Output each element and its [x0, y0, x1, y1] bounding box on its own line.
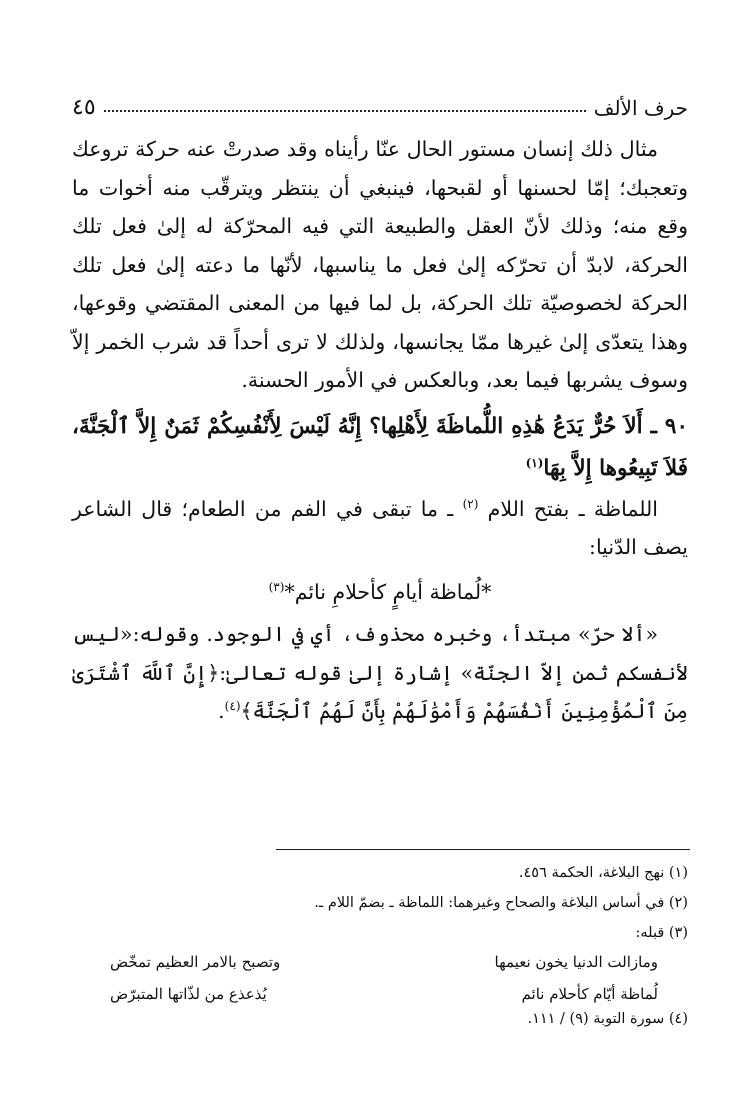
paragraph-3-text: «ألا حرّ» مبتدأ، وخبره محذوف، أي في الوجود. وقوله:«ليس لأنفسكم ثمن إلاّ الجنّة» إشارة إلىٰ قوله تعالىٰ:﴿إِنَّ ٱللَّهَ ٱشْتَرَىٰ مِنَ ٱلْمُؤْمِنِينَ أَنْفُسَهُمْ وَأَمْوَٰلَهُمْ بِأَنَّ لَهُمُ ٱلْجَنَّةَ﴾: [72, 622, 688, 723]
entry-heading: [72, 406, 688, 490]
page-header: [72, 86, 688, 120]
poem-line-1: [110, 946, 658, 978]
footnote-4-block: [72, 1004, 688, 1034]
entry-heading-text: ٩٠ ـ أَلاَ حُرٌّ يَدَعُ هَٰذِهِ اللُّماظَةَ لِأَهْلِها؟ إِنَّهُ لَيْسَ لِأَنْفُسِكُمْ ثَمَنٌ إِلاَّ ٱلْجَنَّةَ، فَلاَ تَبِيعُوها إِلاَّ بِهَا: [72, 413, 688, 481]
poem-hemistich-1b: وتصبح بالامر العظيم تمخّض: [110, 953, 281, 971]
footnote-2: (٢) في أساس البلاغة والصحاح وغيرهما: اللماظة ـ بضمّ اللام ـ.: [314, 895, 688, 911]
footnote-ref-3: (٣): [268, 579, 285, 594]
paragraph-2: [72, 490, 688, 567]
footnote-3: (٣) قبله:: [635, 925, 688, 941]
running-title: حرف الألف: [593, 96, 688, 120]
footnote-separator: [276, 849, 690, 850]
footnote-1: (١) نهج البلاغة، الحكمة ٤٥٦.: [518, 865, 688, 881]
paragraph-3: [72, 615, 688, 731]
footnote-4: (٤) سورة التوبة (٩) / ١١١.: [527, 1011, 688, 1027]
dotted-leader: [104, 110, 586, 112]
footnote-ref-2: (٢): [462, 496, 479, 511]
paragraph-2-text-b: ـ ما تبقى في الفم من الطعام؛ قال الشاعر يصف الدّنيا:: [72, 496, 688, 559]
footnote-ref-1: (١): [525, 455, 544, 470]
poem-hemistich-1a: ومازالت الدنيا يخون نعيمها: [494, 953, 658, 971]
poem-hemistich-2b: يُذعذع من لذّاتها المتبرّض: [110, 985, 267, 1003]
paragraph-2-text-a: اللماظة ـ بفتح اللام: [478, 496, 658, 521]
poem-hemistich-2a: لُماظة أيّام كأحلام نائم: [521, 985, 658, 1003]
paragraph-3-end: .: [218, 699, 225, 723]
quoted-verse: [72, 573, 688, 612]
main-text: [72, 130, 688, 731]
quoted-verse-text: *لُماظة أيامٍ كأحلامِ نائم*: [284, 579, 492, 604]
footnote-ref-4: (٤): [224, 699, 241, 714]
footnotes: [72, 858, 688, 948]
footnote-poem: [110, 946, 658, 1010]
page-number: ٤٥: [72, 95, 96, 120]
paragraph-1: مثال ذلك إنسان مستور الحال عنّا رأيناه وقد صدرتْ عنه حركة تروعك وتعجبك؛ إمّا لحسنها أو لقبحها، فينبغي أن ينتظر ويترقّب منه أخوات ما وقع منه؛ وذلك لأنّ العقل والطبيعة التي فيه المحرّكة له إلىٰ فعل تلك الحركة، لابدّ أن تحرّكه إلىٰ فعل ما يناسبها، لأنّها ما دعته إلىٰ فعل تلك الحركة لخصوصيّة تلك الحركة، بل لما فيها من المعنى المقتضي وقوعها، وهذا يتعدّى إلىٰ غيرها ممّا يجانسها، ولذلك لا ترى أحداً قد شرب الخمر إلاّ وسوف يشربها فيما بعد، وبالعكس في الأمور الحسنة.: [72, 137, 688, 392]
